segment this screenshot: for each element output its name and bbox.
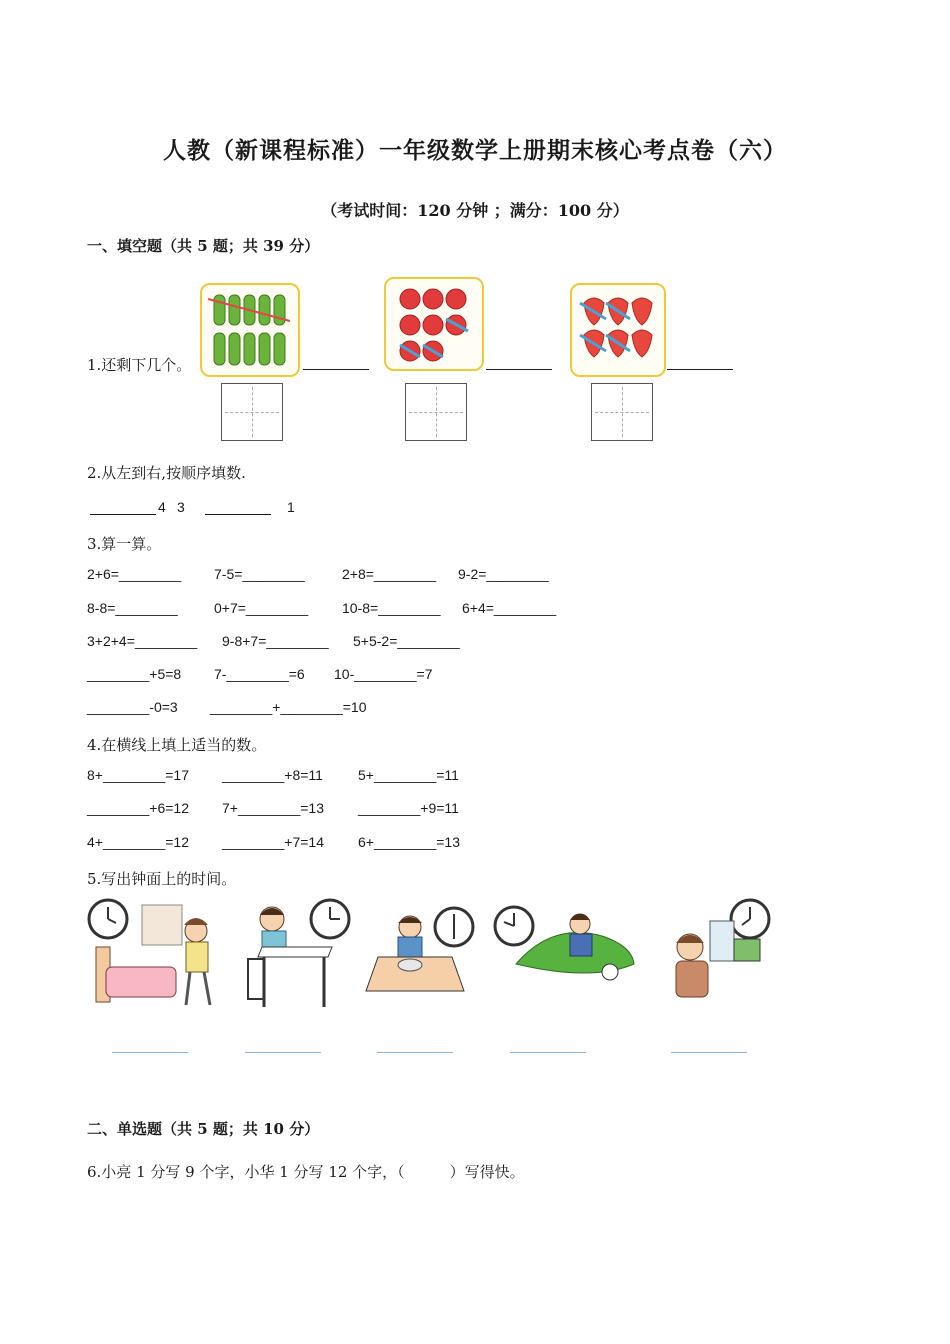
strawberry-picture	[570, 283, 666, 377]
q3-equation: ________-0=3	[87, 699, 178, 715]
q3-equation: 2+6=________	[87, 566, 182, 582]
q4-equation: ________+6=12	[87, 800, 189, 816]
clock-icon	[89, 900, 127, 938]
q3-equation: 8-8=________	[87, 600, 178, 616]
q2-prompt: 2.从左到右,按顺序填数.	[87, 464, 246, 482]
writing-scene	[242, 897, 354, 1012]
clock-icon	[731, 900, 769, 938]
q3-prompt: 3.算一算。	[87, 535, 162, 553]
q1-answer-line-2[interactable]	[486, 369, 552, 370]
q4-prompt: 4.在横线上填上适当的数。	[87, 736, 267, 754]
q3-equation: 3+2+4=________	[87, 633, 198, 649]
q3-equation: ________+5=8	[87, 666, 182, 682]
q3-equation: 7-5=________	[214, 566, 305, 582]
q2-blank-1[interactable]	[90, 514, 156, 515]
q5-answer-line-1[interactable]	[112, 1052, 188, 1053]
clock-icon	[311, 900, 349, 938]
apple-picture	[384, 277, 484, 371]
q3-equation: 10-________=7	[334, 666, 433, 682]
q1-answer-line-1[interactable]	[303, 369, 369, 370]
q1-answer-box-2[interactable]	[405, 383, 467, 441]
q3-equation: 10-8=________	[342, 600, 441, 616]
q2-blank-2[interactable]	[205, 514, 271, 515]
q4-equation: ________+9=11	[358, 800, 459, 816]
tv-scene	[672, 897, 776, 1005]
q4-equation: 4+________=12	[87, 834, 189, 850]
q6-prompt: 6.小亮 1 分写 9 个字，小华 1 分写 12 个字，（ ）写得快。	[87, 1163, 525, 1181]
q3-equation: 9-2=________	[458, 566, 549, 582]
apple-icon	[386, 279, 482, 369]
q5-answer-line-5[interactable]	[671, 1052, 747, 1053]
clock-icon	[495, 907, 533, 945]
q1-answer-box-1[interactable]	[221, 383, 283, 441]
cucumber-icon	[202, 285, 298, 375]
q4-equation: ________+7=14	[222, 834, 324, 850]
q3-equation: 9-8+7=________	[222, 633, 329, 649]
clock-icon	[435, 908, 473, 946]
q2-number: 1	[287, 499, 295, 515]
strawberry-icon	[572, 285, 664, 375]
cucumber-picture	[200, 283, 300, 377]
q4-equation: 8+________=17	[87, 767, 189, 783]
q3-equation: 2+8=________	[342, 566, 437, 582]
section-heading-fill: 一、填空题（共 5 题；共 39 分）	[87, 237, 320, 255]
q3-equation: 0+7=________	[214, 600, 309, 616]
q4-equation: 7+________=13	[222, 800, 324, 816]
q5-answer-line-4[interactable]	[510, 1052, 586, 1053]
exam-info: （考试时间：120 分钟 ；满分：100 分）	[321, 201, 629, 220]
eating-scene	[360, 905, 478, 995]
q4-equation: 5+________=11	[358, 767, 459, 783]
q1-answer-box-3[interactable]	[591, 383, 653, 441]
q5-answer-line-3[interactable]	[377, 1052, 453, 1053]
section-heading-choice: 二、单选题（共 5 题；共 10 分）	[87, 1120, 320, 1138]
q2-number: 3	[177, 499, 185, 515]
q4-equation: 6+________=13	[358, 834, 460, 850]
q4-equation: ________+8=11	[222, 767, 323, 783]
q3-equation: 7-________=6	[214, 666, 305, 682]
q5-answer-line-2[interactable]	[245, 1052, 321, 1053]
q5-prompt: 5.写出钟面上的时间。	[87, 870, 237, 888]
q3-equation: 6+4=________	[462, 600, 557, 616]
q1-prompt: 1.还剩下几个。	[87, 356, 192, 374]
q1-answer-line-3[interactable]	[667, 369, 733, 370]
q3-equation: 5+5-2=________	[353, 633, 460, 649]
q2-number: 4	[158, 499, 166, 515]
q3-equation: ________+________=10	[210, 699, 367, 715]
waking-up-scene	[86, 897, 226, 1012]
page-title: 人教（新课程标准）一年级数学上册期末核心考点卷（六）	[163, 137, 787, 164]
playing-scene	[492, 902, 640, 992]
